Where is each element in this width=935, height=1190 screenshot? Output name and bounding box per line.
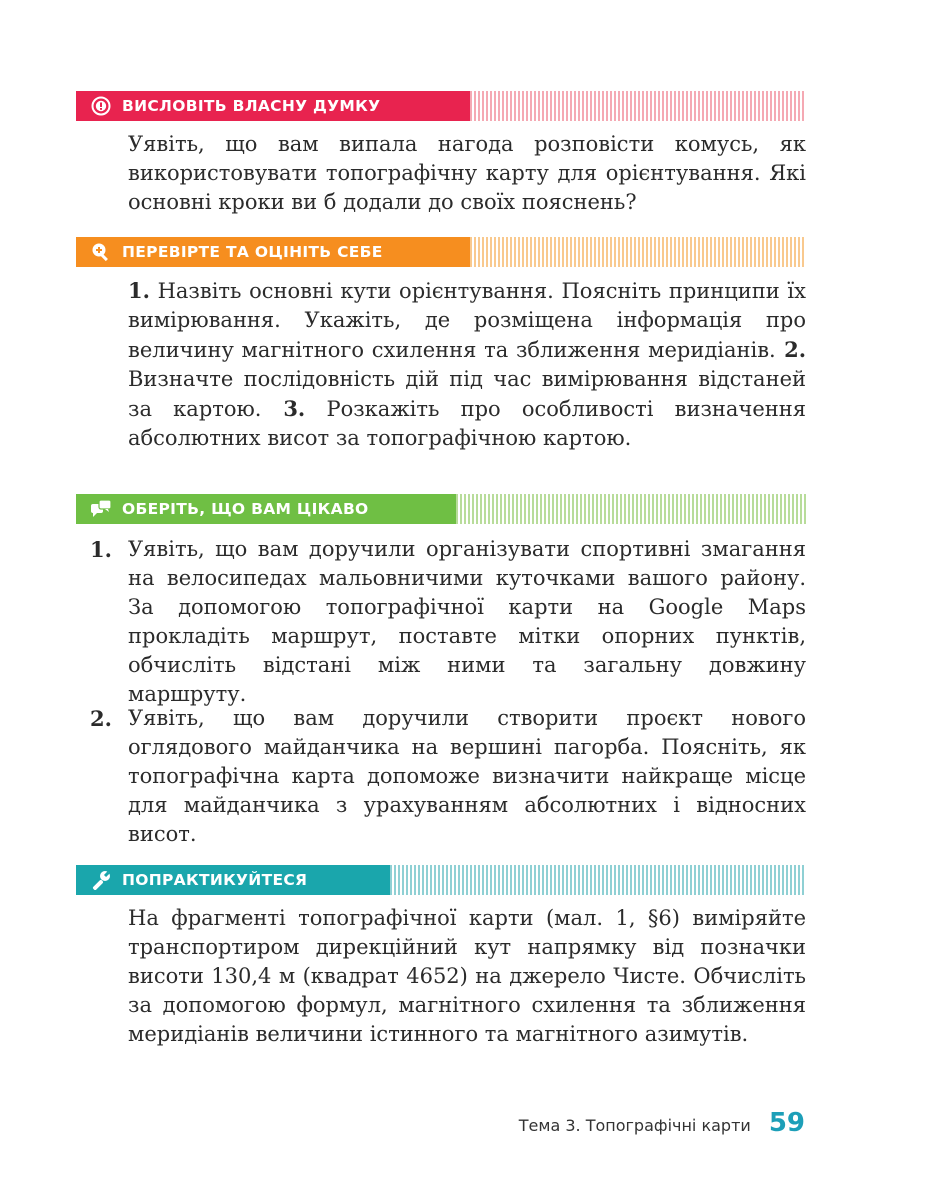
opinion-text: Уявіть, що вам випала нагода розповісти комусь, як використовувати топографічну карту для орієнтування. Які основні кроки ви б додали до своїх пояснень? <box>128 132 806 214</box>
magnifier-plus-icon <box>90 241 112 263</box>
list-item <box>90 535 806 709</box>
header-stripes <box>470 91 806 121</box>
practice-text: На фрагменті топографічної карти (мал. 1, §6) виміряйте транспортиром дирекційний кут напрямку від позначки висоти 130,4 м (квадрат 4652) на джерело Чисте. Обчисліть за допомогою формул, магнітного схилення та зближення меридіанів величини істинного та магнітного азимутів. <box>128 906 806 1046</box>
page-number: 59 <box>768 1108 805 1138</box>
section-header-choose <box>76 494 806 524</box>
question-number: 3. <box>261 396 306 421</box>
list-text: Уявіть, що вам доручили створити проєкт нового оглядового майданчика на вершині пагорба. Поясніть, як топографічна карта допоможе визначити найкраще місце для майданчика з урахуванням абсолютних і відносних висот. <box>128 706 806 846</box>
header-stripes <box>470 237 806 267</box>
list-number: 2. <box>90 706 112 731</box>
question-number: 1. <box>128 278 150 303</box>
chat-bubbles-icon <box>90 498 112 520</box>
exclamation-circle-icon <box>90 95 112 117</box>
list-item <box>90 704 806 849</box>
question-number: 2. <box>775 337 807 362</box>
section-header-check <box>76 237 806 267</box>
list-text: Уявіть, що вам доручили організувати спортивні змагання на велосипедах мальовничими куточками вашого району. За допомогою топографічної карти на Google Maps прокладіть маршрут, поставте мітки опорних пунктів, обчисліть відстані між ними та загальну довжину маршруту. <box>128 537 806 706</box>
section-title: ПЕРЕВІРТЕ ТА ОЦІНІТЬ СЕБЕ <box>122 243 383 261</box>
header-bar <box>76 865 390 895</box>
list-number: 1. <box>90 537 112 562</box>
header-stripes <box>390 865 806 895</box>
check-text <box>128 276 806 453</box>
topic-title: Тема 3. Топографічні карти <box>518 1116 751 1135</box>
section-header-opinion <box>76 91 806 121</box>
section-title: ОБЕРІТЬ, ЩО ВАМ ЦІКАВО <box>122 500 369 518</box>
question-text: Визначте послідовність дій під час вимірювання відстаней за картою. <box>128 367 806 421</box>
wrench-icon <box>90 869 112 891</box>
section-header-practice <box>76 865 806 895</box>
question-text: Розкажіть про особливості визначення абсолютних висот за топографічною картою. <box>128 397 807 450</box>
page-footer <box>519 1108 805 1138</box>
section-title: ВИСЛОВІТЬ ВЛАСНУ ДУМКУ <box>122 97 381 115</box>
header-bar <box>76 91 470 121</box>
header-bar <box>76 494 456 524</box>
header-bar <box>76 237 470 267</box>
header-stripes <box>456 494 806 524</box>
question-text: Назвіть основні кути орієнтування. Поясніть принципи їх вимірювання. Укажіть, де розміщена інформація про величину магнітного схилення та зближення меридіанів. <box>128 279 806 362</box>
section-title: ПОПРАКТИКУЙТЕСЯ <box>122 871 308 889</box>
